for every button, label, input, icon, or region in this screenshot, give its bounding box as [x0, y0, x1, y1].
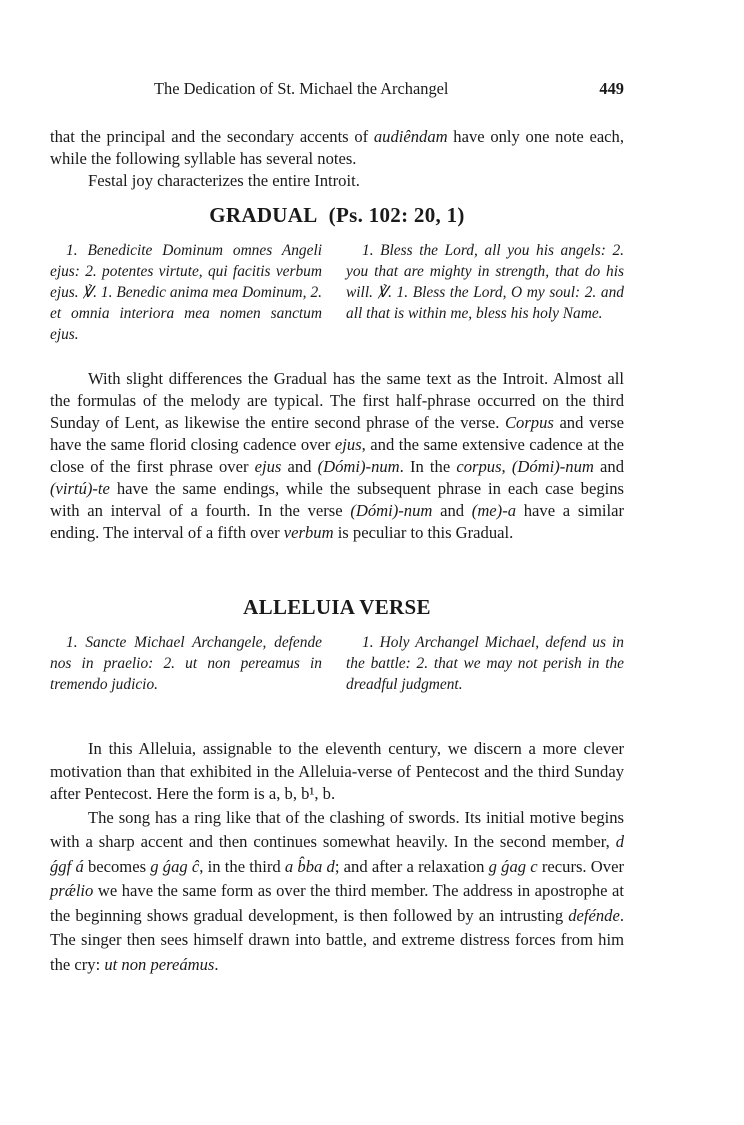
intro-paragraph-2: Festal joy characterizes the entire Introit.: [88, 171, 360, 190]
alleluia-latin-column: [50, 632, 322, 695]
gradual-commentary-paragraph: With slight differences the Gradual has the same text as the Introit. Almost all the formulas of the melody are typical. The first half-phrase occurred on the third Sunday of Lent, as likewise the entire second phrase of the verse. Corpus and verse have the same florid closing cadence over ejus, and the same extensive cadence at the close of the first phrase over ejus and (Dómi)-num. In the corpus, (Dómi)-num and (virtú)-te have the same endings, while the subsequent phrase in each case begins with an interval of a fourth. In the verse (Dómi)-num and (me)-a have a similar ending. The interval of a fifth over verbum is peculiar to this Gradual.: [50, 369, 624, 542]
running-title: The Dedication of St. Michael the Archangel: [154, 79, 449, 98]
intro-text: [50, 126, 624, 192]
intro-paragraph: that the principal and the secondary accents of audiêndam have only one note each, while the following syllable has several notes.: [50, 127, 624, 168]
alleluia-paragraph-2: The song has a ring like that of the clashing of swords. Its initial motive begins with a sharp accent and then continues somewhat heavily. In the second member, d ǵgf á becomes g ǵag ĉ, in the third a b̂ba d; and after a relaxation g ǵag c recurs. Over prǽlio we have the same form as over the third member. The address in apostrophe at the beginning shows gradual development, is then followed by an intrusting defénde. The singer then sees himself drawn into battle, and extreme distress forces from him the cry: ut non pereámus.: [50, 807, 624, 974]
alleluia-heading: ALLELUIA VERSE: [243, 595, 431, 619]
alleluia-english-text: 1. Holy Archangel Michael, defend us in the battle: 2. that we may not perish in the dreadful judgment.: [346, 634, 624, 693]
word-audiendam: audiêndam: [373, 127, 448, 146]
alleluia-paragraph-1: In this Alleluia, assignable to the eleventh century, we discern a more clever motivation than that exhibited in the Alleluia-verse of Pentecost and the third Sunday after Pentecost. Here the form is a, b, b¹, b.: [50, 739, 624, 803]
alleluia-latin-text: 1. Sancte Michael Archangele, defende nos in praelio: 2. ut non pereamus in tremendo judicio.: [50, 634, 322, 693]
page-number: 449: [599, 79, 624, 98]
alleluia-commentary: [50, 738, 624, 977]
gradual-heading: GRADUAL (Ps. 102: 20, 1): [209, 203, 465, 227]
gradual-english-column: [346, 240, 624, 324]
alleluia-english-column: [346, 632, 624, 695]
gradual-latin-text: 1. Benedicite Dominum omnes Angeli ejus: 2. potentes virtute, qui facitis verbum ejus. ℣. 1. Benedic anima mea Dominum, 2. et omnia interiora mea nomen sanctum ejus.: [50, 242, 322, 343]
running-header: [50, 78, 624, 102]
gradual-english-text: 1. Bless the Lord, all you his angels: 2. you that are mighty in strength, that do his will. ℣. 1. Bless the Lord, O my soul: 2. and all that is within me, bless his holy Name.: [346, 242, 624, 322]
gradual-latin-column: [50, 240, 322, 345]
gradual-commentary: [50, 368, 624, 544]
